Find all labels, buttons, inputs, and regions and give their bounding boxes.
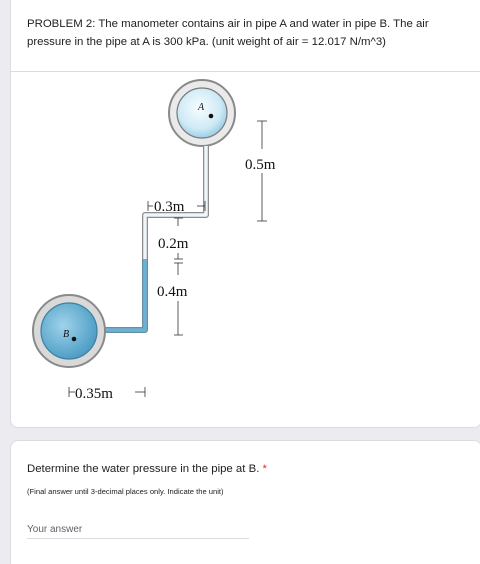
problem-statement: PROBLEM 2: The manometer contains air in pipe A and water in pipe B. The air pressure in the pipe at A is 300 kPa. (unit weight of air = 12.017 N/m^3) — [27, 18, 429, 48]
manometer-tube — [99, 146, 206, 330]
dimension-label-05m: 0.5m — [245, 157, 276, 173]
required-asterisk: * — [262, 463, 267, 475]
pipe-b — [33, 295, 105, 367]
question-title — [27, 463, 267, 475]
pipe-a-label: A — [198, 102, 205, 113]
pipe-a — [169, 80, 235, 146]
question-text: Determine the water pressure in the pipe at B. — [27, 463, 260, 475]
problem-card — [10, 0, 480, 428]
dimension-label-04m: 0.4m — [157, 284, 188, 300]
dimension-label-03m: 0.3m — [154, 199, 185, 215]
pipe-a-center-dot — [209, 114, 214, 119]
pipe-b-center-dot — [72, 337, 77, 342]
dimension-label-035m: 0.35m — [75, 386, 113, 402]
answer-input[interactable] — [27, 521, 249, 539]
pipe-b-label: B — [63, 329, 70, 340]
question-hint: (Final answer until 3-decimal places only. Indicate the unit) — [27, 487, 224, 496]
manometer-figure — [11, 0, 480, 429]
question-card — [10, 440, 480, 564]
dimension-label-02m: 0.2m — [158, 236, 189, 252]
water-column — [99, 259, 145, 330]
